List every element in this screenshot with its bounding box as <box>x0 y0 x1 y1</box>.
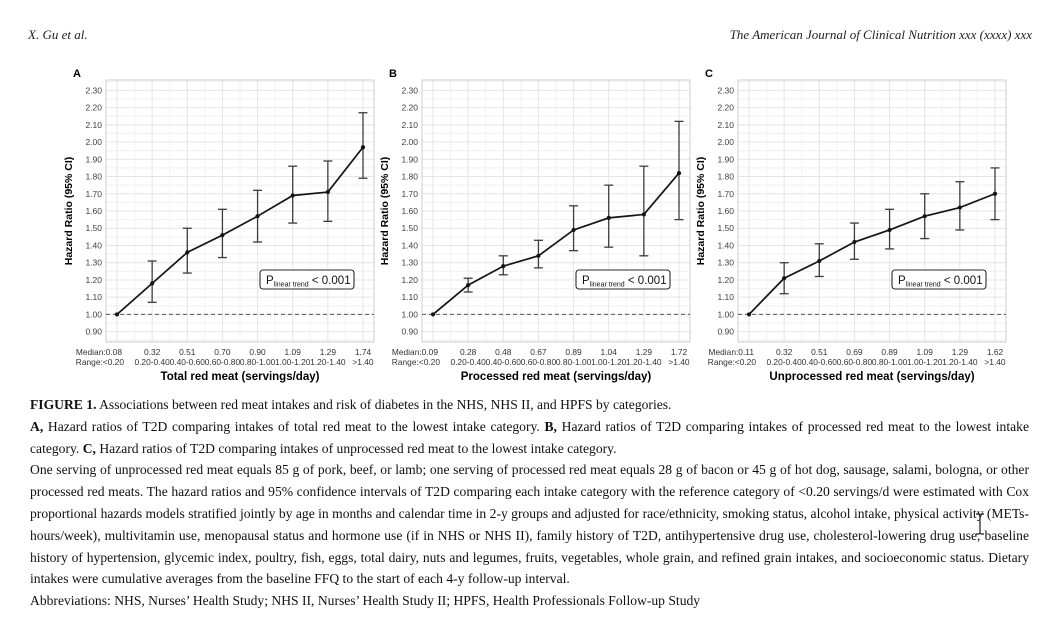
data-point <box>361 145 365 149</box>
caption-text-segment: Abbreviations: NHS, Nurses’ Health Study; NHS II, Nurses’ Health Study II; HPFS, Health Professionals Follow-up Study <box>30 593 701 609</box>
y-tick-label: 1.90 <box>401 154 418 165</box>
x-tick-range: 0.20-0.40 <box>766 357 802 367</box>
x-tick-range: 0.80-1.00 <box>871 357 908 367</box>
x-tick-range: Range:<0.20 <box>75 357 124 367</box>
data-point <box>887 228 891 232</box>
data-point <box>747 312 751 316</box>
data-point <box>536 254 540 258</box>
x-tick-range: 0.60-0.80 <box>204 357 241 367</box>
y-tick-label: 2.20 <box>717 102 734 113</box>
caption-paragraph <box>30 590 1029 612</box>
x-tick-median: 1.62 <box>986 347 1004 357</box>
data-point <box>291 193 295 197</box>
y-tick-label: 1.60 <box>401 206 418 216</box>
data-point <box>501 264 505 268</box>
data-point <box>571 228 575 232</box>
y-tick-label: 1.50 <box>717 223 734 234</box>
running-authors: X. Gu et al. <box>28 27 88 42</box>
y-tick-label: 1.60 <box>85 206 102 216</box>
x-axis-title: Processed red meat (servings/day) <box>460 371 652 383</box>
x-tick-median: 1.74 <box>354 347 372 357</box>
y-tick-label: 1.30 <box>85 257 102 268</box>
data-point <box>642 212 646 216</box>
figure-caption <box>30 394 1029 612</box>
y-tick-label: 2.10 <box>717 119 734 130</box>
panel-label: B <box>389 68 397 80</box>
x-tick-median: 1.09 <box>284 347 301 357</box>
journal-name: The American Journal of Clinical Nutrition xxx (xxxx) xxx <box>729 27 1032 42</box>
y-tick-label: 1.40 <box>401 240 418 251</box>
caption-text-segment: One serving of unprocessed red meat equals 85 g of pork, beef, or lamb; one serving of processed red meat equals 28 g of bacon or 45 g of hot dog, sausage, salami, bologna, or other processed red meats. The hazard ratios and 95% confidence intervals of T2D comparing each intake category with the reference category of <0.20 servings/d were estimated with Cox proportional hazards models stratified jointly by age in months and calendar time in 2-y groups and adjusted for race/ethnicity, smoking status, alcohol intake, physical activity (METs-hours/week), multivitamin use, menopausal status and hormone use (if in NHS or NHS II), family history of T2D, antihypertensive drug use, cholesterol-lowering drug use, baseline history of hypertension, glycemic index, poultry, fish, eggs, total dairy, nuts and legumes, fruits, vegetables, whole grain, and refined grain intakes, and socioeconomic status. Dietary intakes were cumulative averages from the baseline FFQ to the start of each 4-y follow-up interval. <box>30 462 1029 587</box>
caption-text-segment: Hazard ratios of T2D comparing intakes of unprocessed red meat to the lowest intake category. <box>95 440 617 456</box>
x-tick-median: 0.70 <box>214 347 231 357</box>
x-tick-median: Median:0.08 <box>75 347 122 357</box>
y-tick-label: 1.40 <box>717 240 734 251</box>
y-tick-label: 2.10 <box>85 119 102 130</box>
page-header <box>28 27 1032 43</box>
chart-panel-b <box>378 64 694 386</box>
y-tick-label: 1.10 <box>401 292 418 303</box>
x-tick-range: 0.80-1.00 <box>555 357 592 367</box>
y-tick-label: 2.20 <box>85 102 102 113</box>
x-tick-range: >1.40 <box>668 357 690 367</box>
x-tick-median: 0.48 <box>495 347 512 357</box>
y-tick-label: 1.20 <box>85 274 102 285</box>
y-tick-label: 2.00 <box>85 137 102 148</box>
y-tick-label: 2.00 <box>401 137 418 148</box>
caption-bold-segment: FIGURE 1. <box>30 397 97 412</box>
p-trend-annotation <box>576 270 670 289</box>
x-tick-range: 1.20-1.40 <box>942 357 978 367</box>
x-tick-range: >1.40 <box>352 357 374 367</box>
x-tick-median: Median:0.09 <box>391 347 438 357</box>
y-tick-label: 1.70 <box>401 188 418 199</box>
x-tick-range: Range:<0.20 <box>391 357 440 367</box>
y-tick-label: 1.80 <box>401 171 418 182</box>
y-tick-label: 2.10 <box>401 119 418 130</box>
figure-1-panels <box>62 64 1010 386</box>
x-tick-median: 0.28 <box>459 347 477 357</box>
y-tick-label: 1.00 <box>717 309 734 320</box>
data-point <box>326 190 330 194</box>
y-tick-label: 1.10 <box>717 292 734 303</box>
y-tick-label: 2.20 <box>401 102 418 113</box>
x-axis-title: Total red meat (servings/day) <box>160 371 320 383</box>
data-point <box>220 233 224 237</box>
caption-bold-segment: B, <box>544 418 557 434</box>
y-axis-title: Hazard Ratio (95% CI) <box>379 156 391 266</box>
y-tick-label: 2.30 <box>85 85 102 96</box>
panel-c-svg <box>694 64 1010 386</box>
x-tick-median: 0.51 <box>811 347 828 357</box>
x-tick-range: 1.00-1.20 <box>591 357 627 367</box>
caption-text-segment: Associations between red meat intakes and risk of diabetes in the NHS, NHS II, and HPFS by categories. <box>96 397 672 412</box>
x-tick-range: Range:<0.20 <box>707 357 756 367</box>
caption-paragraph <box>30 416 1029 460</box>
y-tick-label: 1.40 <box>85 240 102 251</box>
x-tick-range: 0.40-0.60 <box>485 357 521 367</box>
chart-panel-c <box>694 64 1010 386</box>
x-tick-median: 0.90 <box>249 347 266 357</box>
data-point <box>817 259 821 263</box>
y-tick-label: 1.70 <box>717 188 734 199</box>
data-point <box>607 216 611 220</box>
x-axis-title: Unprocessed red meat (servings/day) <box>769 371 975 383</box>
y-tick-label: 0.90 <box>85 326 102 337</box>
caption-text-segment: Hazard ratios of T2D comparing intakes of processed red meat to the lowest intake category. <box>30 418 1029 456</box>
x-tick-median: 1.09 <box>916 347 933 357</box>
caption-paragraph <box>30 459 1029 590</box>
y-tick-label: 2.30 <box>717 85 734 96</box>
x-tick-median: 0.89 <box>565 347 582 357</box>
y-tick-label: 2.30 <box>401 85 418 96</box>
x-tick-range: 1.00-1.20 <box>275 357 311 367</box>
chart-panel-a <box>62 64 378 386</box>
x-tick-range: 0.80-1.00 <box>239 357 276 367</box>
y-tick-label: 1.30 <box>717 257 734 268</box>
y-axis-title: Hazard Ratio (95% CI) <box>695 156 707 266</box>
x-tick-median: 0.89 <box>881 347 898 357</box>
caption-text-segment: Hazard ratios of T2D comparing intakes of total red meat to the lowest intake category. <box>43 418 545 434</box>
x-tick-range: 1.20-1.40 <box>310 357 346 367</box>
y-tick-label: 1.90 <box>85 154 102 165</box>
y-tick-label: 1.10 <box>85 292 102 303</box>
y-tick-label: 0.90 <box>401 326 418 337</box>
y-tick-label: 1.80 <box>85 171 102 182</box>
x-tick-range: 1.00-1.20 <box>907 357 943 367</box>
x-tick-median: 0.32 <box>143 347 161 357</box>
data-point <box>677 171 681 175</box>
p-trend-annotation <box>260 270 354 289</box>
y-axis-title: Hazard Ratio (95% CI) <box>63 156 75 266</box>
panel-label: C <box>705 68 713 80</box>
data-point <box>431 312 435 316</box>
svg-text:Plinear trend < 0.001: $P_{linear trend} < 0.001$ <box>898 275 983 289</box>
x-tick-range: 1.20-1.40 <box>626 357 662 367</box>
y-tick-label: 1.70 <box>85 188 102 199</box>
data-point <box>782 276 786 280</box>
x-tick-median: 1.04 <box>600 347 617 357</box>
data-point <box>150 281 154 285</box>
x-tick-median: 0.69 <box>846 347 863 357</box>
data-point <box>852 240 856 244</box>
x-tick-range: 0.60-0.80 <box>520 357 557 367</box>
data-point <box>115 312 119 316</box>
x-tick-range: 0.20-0.40 <box>134 357 170 367</box>
data-point <box>466 283 470 287</box>
x-tick-median: 0.32 <box>775 347 793 357</box>
data-point <box>993 192 997 196</box>
x-tick-median: Median:0.11 <box>708 347 754 357</box>
caption-bold-segment: C, <box>82 440 96 456</box>
svg-text:Plinear trend < 0.001: $P_{linear trend} < 0.001$ <box>582 275 667 289</box>
data-point <box>923 214 927 218</box>
x-tick-range: 0.40-0.60 <box>801 357 837 367</box>
x-tick-median: 1.29 <box>319 347 337 357</box>
data-point <box>958 205 962 209</box>
x-tick-range: 0.60-0.80 <box>836 357 873 367</box>
y-tick-label: 1.90 <box>717 154 734 165</box>
y-tick-label: 1.50 <box>401 223 418 234</box>
y-tick-label: 1.60 <box>717 206 734 216</box>
y-tick-label: 1.30 <box>401 257 418 268</box>
x-tick-range: >1.40 <box>984 357 1006 367</box>
y-tick-label: 1.20 <box>717 274 734 285</box>
x-tick-median: 0.51 <box>179 347 196 357</box>
x-tick-median: 0.67 <box>530 347 547 357</box>
caption-bold-segment: A, <box>30 418 44 434</box>
panel-a-svg <box>62 64 378 386</box>
y-tick-label: 0.90 <box>717 326 734 337</box>
y-tick-label: 2.00 <box>717 137 734 148</box>
y-tick-label: 1.50 <box>85 223 102 234</box>
y-tick-label: 1.80 <box>717 171 734 182</box>
text-ibeam-cursor <box>974 513 986 540</box>
y-tick-label: 1.00 <box>401 309 418 320</box>
x-tick-range: 0.40-0.60 <box>169 357 205 367</box>
x-tick-range: 0.20-0.40 <box>450 357 486 367</box>
x-tick-median: 1.72 <box>670 347 688 357</box>
data-point <box>255 214 259 218</box>
x-tick-median: 1.29 <box>951 347 969 357</box>
svg-text:Plinear trend < 0.001: $P_{linear trend} < 0.001$ <box>266 275 351 289</box>
y-tick-label: 1.00 <box>85 309 102 320</box>
p-trend-annotation <box>892 270 986 289</box>
x-tick-median: 1.29 <box>635 347 653 357</box>
y-tick-label: 1.20 <box>401 274 418 285</box>
panel-label: A <box>73 68 81 80</box>
panel-b-svg <box>378 64 694 386</box>
data-point <box>185 250 189 254</box>
caption-paragraph <box>30 394 1029 416</box>
error-bar <box>675 121 684 219</box>
